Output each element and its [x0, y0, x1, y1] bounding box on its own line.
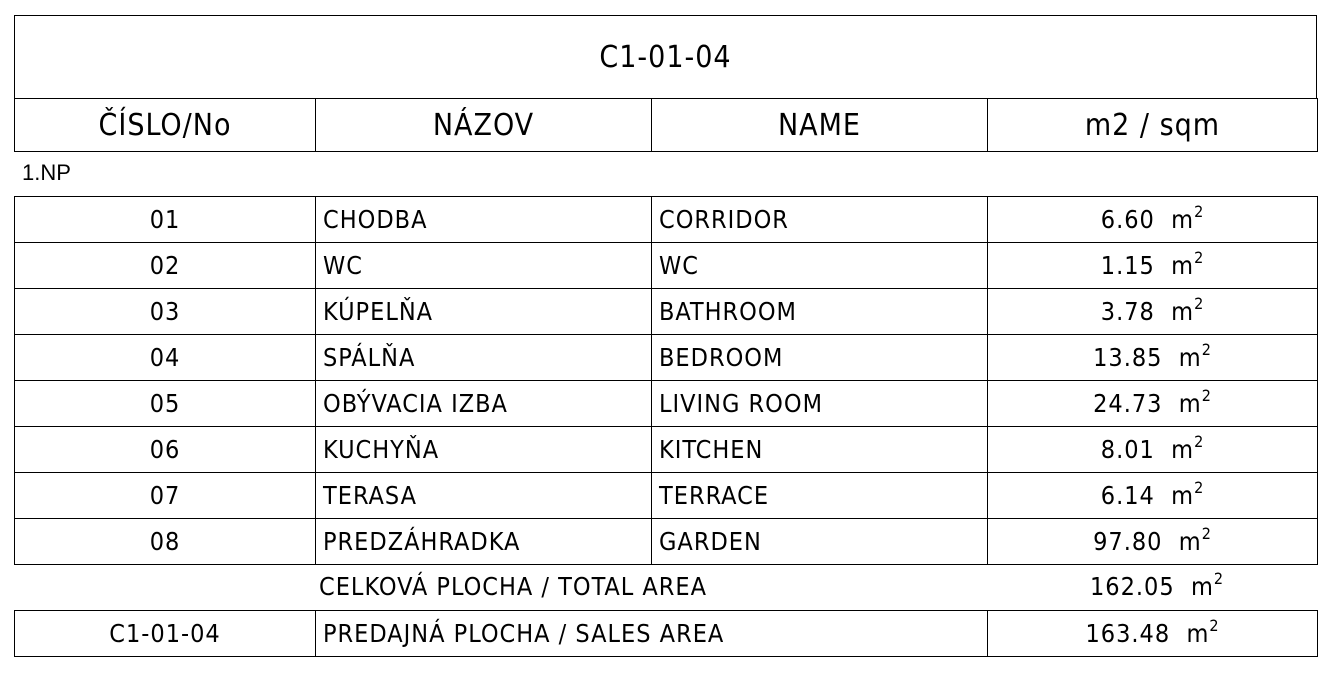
room-name-en: WC [652, 243, 988, 289]
header-area: m2 / sqm [988, 99, 1318, 152]
header-name-en: NAME [652, 99, 988, 152]
room-area: 3.78 $m^2$ [988, 289, 1318, 335]
table-row [15, 243, 1318, 289]
sales-unit: C1-01-04 [15, 611, 316, 657]
room-name-sk: PREDZÁHRADKA [316, 519, 652, 565]
room-name-en: BATHROOM [652, 289, 988, 335]
sales-area-label: PREDAJNÁ PLOCHA / SALES AREA [316, 611, 988, 657]
room-name-en: GARDEN [652, 519, 988, 565]
table-row [15, 197, 1318, 243]
room-area: 1.15 $m^2$ [988, 243, 1318, 289]
room-name-sk: TERASA [316, 473, 652, 519]
room-name-sk: SPÁLŇA [316, 335, 652, 381]
room-name-en: CORRIDOR [652, 197, 988, 243]
table-title [14, 15, 1317, 99]
table-row [15, 289, 1318, 335]
room-number: 03 [15, 289, 316, 335]
table-row [15, 473, 1318, 519]
title-text: C1-01-04 [599, 39, 732, 75]
room-area: 13.85 $m^2$ [988, 335, 1318, 381]
room-name-en: LIVING ROOM [652, 381, 988, 427]
rooms-table [14, 196, 1318, 565]
room-name-sk: KÚPELŇA [316, 289, 652, 335]
table-row [15, 427, 1318, 473]
room-area: 97.80 $m^2$ [988, 519, 1318, 565]
total-area-value: 162.05 $m^2$ [1090, 568, 1225, 601]
header-number: ČÍSLO/No [15, 99, 316, 152]
room-area: 24.73 $m^2$ [988, 381, 1318, 427]
header-row [14, 98, 1318, 152]
room-number: 07 [15, 473, 316, 519]
header-name-sk: NÁZOV [316, 99, 652, 152]
sales-area-row [15, 611, 1318, 657]
room-number: 04 [15, 335, 316, 381]
room-name-sk: OBÝVACIA IZBA [316, 381, 652, 427]
room-number: 05 [15, 381, 316, 427]
total-area-label: CELKOVÁ PLOCHA / TOTAL AREA [319, 572, 708, 601]
table-row [15, 335, 1318, 381]
room-name-en: TERRACE [652, 473, 988, 519]
floor-label: 1.NP [22, 160, 71, 185]
room-number: 06 [15, 427, 316, 473]
sales-area-value: 163.48 $m^2$ [988, 611, 1318, 657]
table-row [15, 519, 1318, 565]
room-name-sk: KUCHYŇA [316, 427, 652, 473]
room-name-sk: WC [316, 243, 652, 289]
room-number: 01 [15, 197, 316, 243]
room-number: 08 [15, 519, 316, 565]
table-row [15, 381, 1318, 427]
room-area: 6.60 $m^2$ [988, 197, 1318, 243]
room-area: 8.01 $m^2$ [988, 427, 1318, 473]
room-number: 02 [15, 243, 316, 289]
room-name-en: KITCHEN [652, 427, 988, 473]
sales-area-table [14, 610, 1318, 657]
room-area: 6.14 $m^2$ [988, 473, 1318, 519]
room-name-sk: CHODBA [316, 197, 652, 243]
room-name-en: BEDROOM [652, 335, 988, 381]
total-area-row [14, 564, 1317, 610]
